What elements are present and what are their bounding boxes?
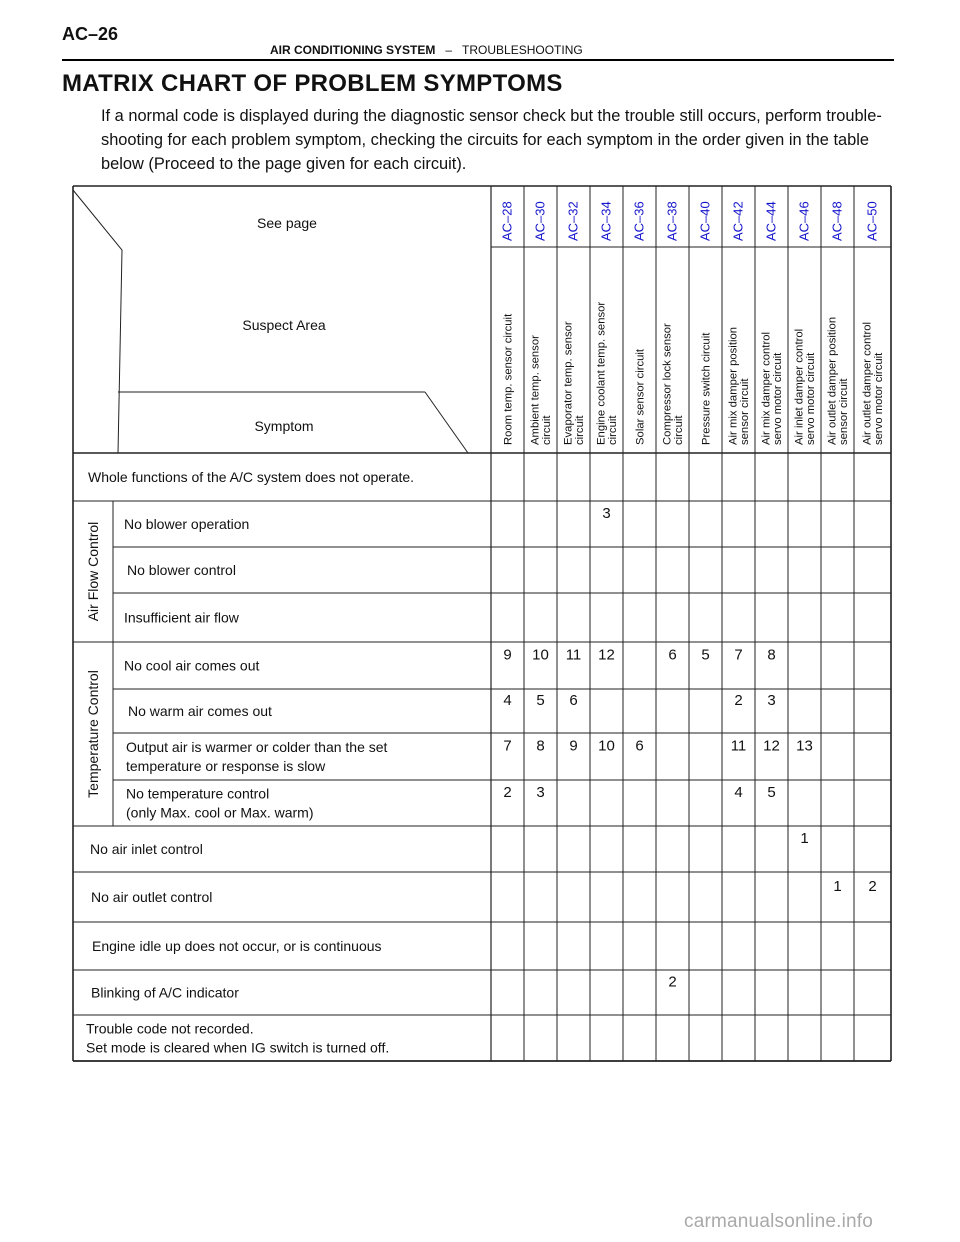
inspection-order-value: 8	[767, 646, 776, 664]
inspection-order-value: 7	[734, 646, 743, 664]
inspection-order-value: 1	[800, 830, 809, 847]
symptom-row-label: Engine idle up does not occur, or is continuous	[92, 938, 382, 954]
inspection-order-value: 6	[635, 737, 644, 755]
inspection-order-value: 3	[767, 692, 776, 709]
inspection-order-value: 5	[767, 784, 776, 801]
suspect-area-label: Suspect Area	[242, 317, 326, 333]
inspection-order-value: 9	[569, 737, 578, 755]
column-page-link: AC–42	[730, 201, 746, 241]
inspection-order-value: 5	[536, 692, 545, 709]
suspect-area-label: circuit	[607, 415, 619, 445]
suspect-area-label: Air inlet damper control	[793, 328, 806, 445]
suspect-area-label: Air outlet damper control	[861, 321, 874, 445]
symptom-row-label: Trouble code not recorded.	[86, 1020, 254, 1037]
inspection-order-value: 2	[868, 878, 877, 895]
inspection-order-value: 1	[833, 878, 842, 895]
inspection-order-value: 2	[668, 973, 677, 991]
symptom-row-label: Blinking of A/C indicator	[91, 984, 239, 1001]
inspection-order-value: 11	[565, 646, 582, 664]
see-page-label: See page	[257, 215, 317, 231]
suspect-area-label: sensor circuit	[739, 378, 751, 445]
inspection-order-value: 6	[569, 692, 578, 709]
symptom-row-label: Output air is warmer or colder than the set	[126, 739, 388, 755]
suspect-area-label: Engine coolant temp. sensor	[595, 301, 608, 445]
column-page-link: AC–46	[796, 201, 812, 241]
inspection-order-value: 2	[503, 784, 512, 801]
suspect-area-label: Ambient temp. sensor	[529, 335, 542, 445]
inspection-order-value: 12	[598, 646, 615, 664]
symptom-row-label: No warm air comes out	[128, 703, 272, 719]
column-page-link: AC–32	[565, 201, 581, 241]
symptom-row-label: Insufficient air flow	[124, 609, 239, 626]
running-head-system: AIR CONDITIONING SYSTEM	[270, 43, 436, 57]
symptom-row-label: No blower control	[127, 562, 236, 578]
inspection-order-value: 13	[796, 737, 813, 755]
column-page-link: AC–48	[829, 201, 845, 241]
page-number: AC–26	[62, 24, 119, 44]
header-diagonal-right	[425, 392, 468, 453]
symptom-row-label: No air outlet control	[91, 889, 213, 905]
suspect-area-label: servo motor circuit	[873, 352, 885, 445]
column-page-link: AC–30	[532, 201, 548, 241]
column-page-link: AC–38	[664, 201, 680, 241]
header-diagonal-left	[73, 190, 122, 453]
symptom-group-label: Air Flow Control	[85, 521, 101, 622]
symptom-header-label: Symptom	[254, 418, 314, 434]
column-page-link: AC–28	[499, 201, 515, 241]
running-head-section: TROUBLESHOOTING	[462, 43, 583, 57]
suspect-area-label: Air mix damper position	[727, 326, 740, 445]
inspection-order-value: 5	[701, 646, 710, 664]
suspect-area-label: circuit	[574, 415, 586, 445]
suspect-area-label: servo motor circuit	[772, 352, 784, 445]
symptom-row-label: Set mode is cleared when IG switch is turned off.	[86, 1039, 390, 1056]
suspect-area-label: Air mix damper control	[760, 331, 773, 445]
column-page-link: AC–40	[697, 201, 713, 241]
symptom-row-label: temperature or response is slow	[126, 758, 326, 774]
page-title: MATRIX CHART OF PROBLEM SYMPTOMS	[62, 70, 563, 97]
column-page-link: AC–44	[763, 201, 779, 241]
symptom-row-label: No temperature control	[126, 785, 270, 802]
column-page-link: AC–50	[864, 201, 880, 241]
inspection-order-value: 3	[536, 784, 545, 801]
suspect-area-label: circuit	[541, 415, 553, 445]
symptom-row-label: No air inlet control	[90, 841, 203, 857]
symptom-row-label: Whole functions of the A/C system does not operate.	[88, 469, 415, 485]
column-page-link: AC–34	[598, 201, 614, 241]
inspection-order-value: 8	[536, 737, 545, 755]
inspection-order-value: 12	[763, 737, 780, 755]
inspection-order-value: 10	[598, 737, 615, 755]
suspect-area-label: servo motor circuit	[805, 352, 817, 445]
running-head-separator: –	[445, 43, 453, 57]
suspect-area-label: Solar sensor circuit	[634, 348, 647, 445]
inspection-order-value: 11	[730, 737, 747, 755]
inspection-order-value: 6	[668, 646, 677, 664]
inspection-order-value: 7	[503, 737, 512, 755]
suspect-area-label: Evaporator temp. sensor	[562, 321, 575, 445]
symptom-row-label: (only Max. cool or Max. warm)	[126, 804, 314, 821]
intro-paragraph: If a normal code is displayed during the diagnostic sensor check but the trouble still occurs, perform trouble-shooting for each problem symptom, checking the circuits for each symptom in the order given in the table below (Proceed to the page given for each circuit).	[101, 107, 882, 173]
inspection-order-value: 2	[734, 692, 743, 709]
suspect-area-label: Air outlet damper position	[826, 316, 839, 445]
inspection-order-value: 4	[734, 784, 743, 801]
inspection-order-value: 4	[503, 692, 512, 709]
suspect-area-label: Pressure switch circuit	[700, 332, 713, 445]
suspect-area-label: Compressor lock sensor	[661, 323, 674, 445]
suspect-area-label: sensor circuit	[838, 378, 850, 445]
inspection-order-value: 10	[532, 646, 549, 664]
watermark: carmanualsonline.info	[684, 1211, 874, 1232]
column-page-link: AC–36	[631, 201, 647, 241]
suspect-area-label: circuit	[673, 415, 685, 445]
inspection-order-value: 9	[503, 646, 512, 664]
symptom-row-label: No blower operation	[124, 516, 250, 532]
symptom-row-label: No cool air comes out	[124, 657, 260, 674]
inspection-order-value: 3	[602, 505, 611, 522]
symptom-group-label: Temperature Control	[85, 670, 101, 798]
suspect-area-label: Room temp. sensor circuit	[502, 313, 515, 445]
